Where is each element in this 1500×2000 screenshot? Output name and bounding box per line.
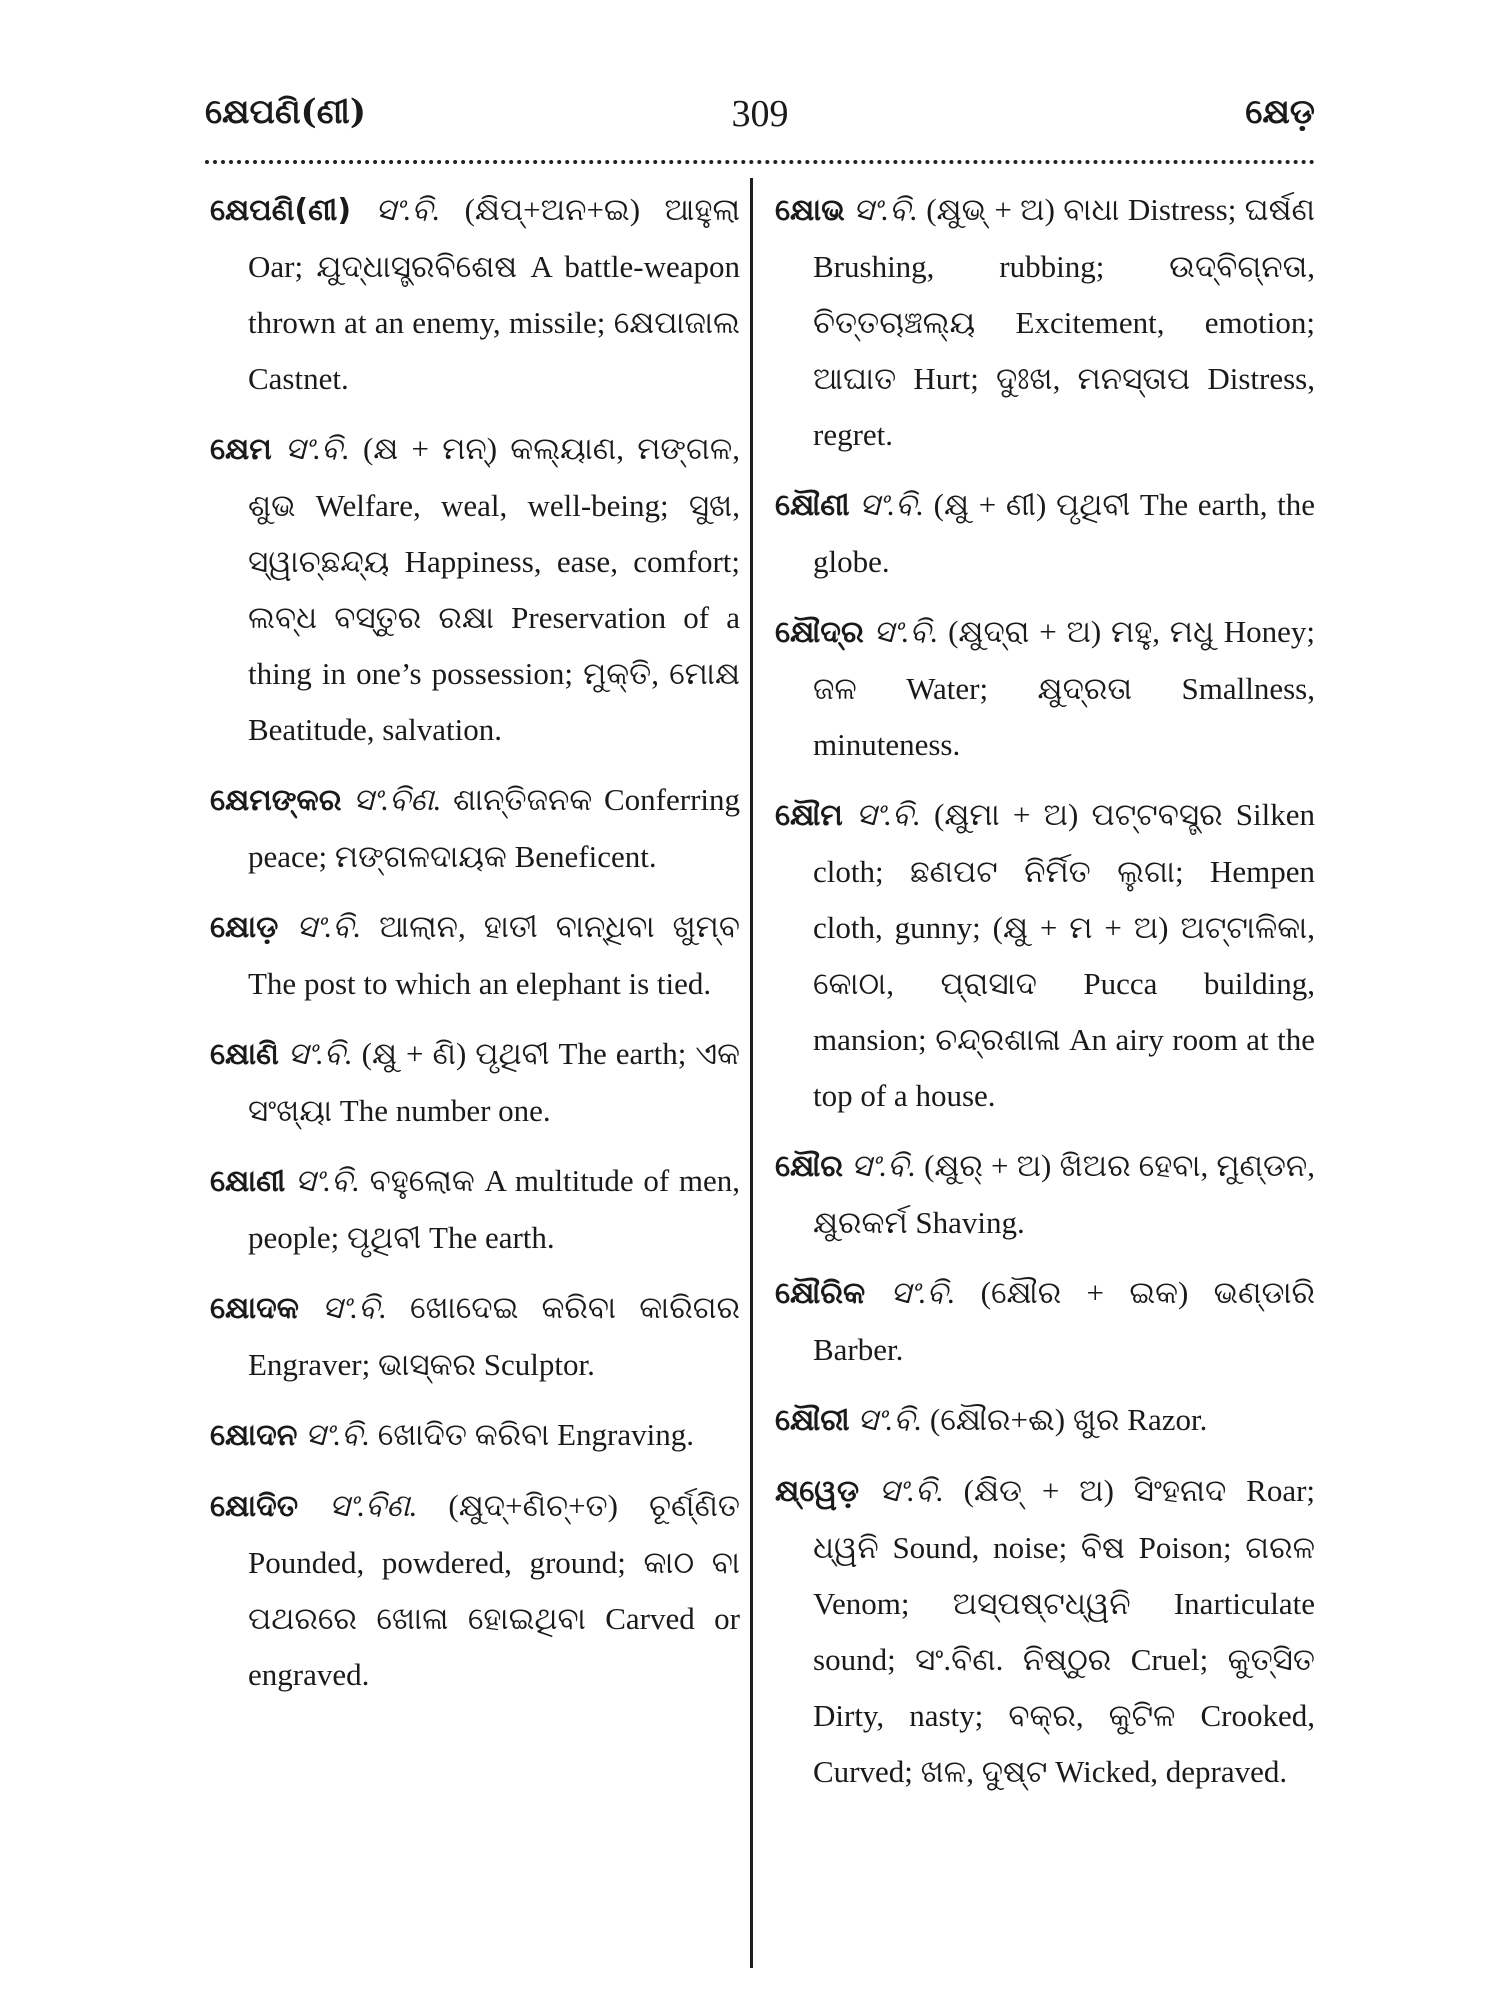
entry-headword: କ୍ଷୌରୀ <box>775 1403 850 1438</box>
dictionary-entry <box>210 772 740 885</box>
entry-definition: (କ୍ଷୁମା + ଅ) ପଟ୍ଟବସ୍ତ୍ର Silken cloth; ଛଣପଟ ନିର୍ମିତ ଲୁଗା; Hempen cloth, gunny; (କ୍ଷୁ + ମ + ଅ) ଅଟ୍ଟାଳିକା, କୋଠା, ପ୍ରାସାଦ Pucca building, mansion; ଚନ୍ଦ୍ରଶାଳା An airy room at the top of a house. <box>813 797 1316 1113</box>
dictionary-entry <box>210 1478 740 1703</box>
dictionary-entry <box>210 1407 740 1464</box>
dictionary-entry <box>775 1392 1315 1449</box>
entry-definition: ବହୁଲୋକ A multitude of men, people; ପୃଥିବୀ The earth. <box>248 1163 740 1255</box>
header-dotted-rule <box>205 160 1315 164</box>
dictionary-entry <box>210 1026 740 1139</box>
entry-definition: (କ୍ଷୁଦ୍ରା + ଅ) ମହୁ, ମଧୁ Honey; ଜଳ Water; କ୍ଷୁଦ୍ରତା Smallness, minuteness. <box>813 614 1316 762</box>
entry-definition: (କ୍ଷ + ମନ୍) କଲ୍ୟାଣ, ମଙ୍ଗଳ, ଶୁଭ Welfare, weal, well-being; ସୁଖ, ସ୍ୱାଚ୍ଛନ୍ଦ୍ୟ Happiness, ease, comfort; ଲବ୍ଧ ବସ୍ତୁର ରକ୍ଷା Preservation of a thing in one’s possession; ମୁକ୍ତି, ମୋକ୍ଷ Beatitude, salvation. <box>248 431 740 747</box>
page-number: 309 <box>731 93 789 135</box>
dictionary-entry <box>775 604 1315 773</box>
left-column <box>210 182 740 1717</box>
entry-definition: (କ୍ଷୁ + ଣି) ପୃଥିବୀ The earth; ଏକ ସଂଖ୍ୟା The number one. <box>248 1036 741 1128</box>
entry-definition: ଖୋଦେଇ କରିବା କାରିଗର Engraver; ଭାସ୍କର Sculptor. <box>248 1290 741 1382</box>
entry-grammar: ସଂ.ବି. <box>296 909 362 944</box>
entry-grammar: ସଂ.ବି. <box>879 1473 944 1508</box>
entry-definition: ଶାନ୍ତିଜନକ Conferring peace; ମଙ୍ଗଳଦାୟକ Beneficent. <box>248 782 740 874</box>
entry-definition: (କ୍ଷିଡ୍ + ଅ) ସିଂହନାଦ Roar; ଧ୍ୱନି Sound, noise; ବିଷ Poison; ଗରଳ Venom; ଅସ୍ପଷ୍ଟଧ୍ୱନି Inarticulate sound; ସଂ.ବିଣ. ନିଷ୍ଠୁର Cruel; କୁତ୍ସିତ Dirty, nasty; ବକ୍ର, କୁଟିଳ Crooked, Curved; ଖଳ, ଦୁଷ୍ଟ Wicked, depraved. <box>813 1473 1316 1789</box>
entry-grammar: ସଂ.ବି. <box>375 192 441 227</box>
entry-grammar: ସଂ.ବି. <box>287 1036 353 1071</box>
header-first-word: କ୍ଷେପଣି(ଣୀ) <box>205 92 366 132</box>
dictionary-entry <box>210 1280 740 1393</box>
entry-grammar: ସଂ.ବି. <box>322 1290 387 1325</box>
dictionary-entry <box>775 787 1315 1124</box>
dictionary-entry <box>775 1138 1315 1251</box>
entry-headword: କ୍ଷୋଦିତ <box>210 1489 299 1524</box>
entry-headword: କ୍ଷୋଭ <box>775 193 845 228</box>
dictionary-entry <box>775 182 1315 463</box>
entry-grammar: ସଂ.ବି. <box>853 192 918 227</box>
entry-headword: କ୍ଷୌରିକ <box>775 1276 866 1311</box>
entry-grammar: ସଂ.ବି. <box>857 1402 923 1437</box>
right-column <box>775 182 1315 1814</box>
entry-definition: ଖୋଦିତ କରିବା Engraving. <box>377 1417 694 1452</box>
entry-headword: କ୍ଷେମ <box>210 432 272 467</box>
entry-headword: କ୍ଷୋଡ଼ <box>210 910 279 945</box>
entry-headword: କ୍ଷୌର <box>775 1149 844 1184</box>
entry-grammar: ସଂ.ବି. <box>859 487 925 522</box>
entry-grammar: ସଂ.ବି. <box>295 1163 360 1198</box>
entry-definition: (କ୍ଷୁଦ୍+ଣିଚ୍+ତ) ଚୂର୍ଣ୍ଣିତ Pounded, powdered, ground; କାଠ ବା ପଥରରେ ଖୋଳା ହୋଇଥିବା Carved or engraved. <box>248 1488 740 1692</box>
entry-grammar: ସଂ.ବି. <box>873 614 939 649</box>
dictionary-entry <box>210 899 740 1012</box>
entry-headword: କ୍ଷୋଦନ <box>210 1418 298 1453</box>
entry-definition: (କ୍ଷୁ + ଣୀ) ପୃଥିବୀ The earth, the globe. <box>813 487 1316 579</box>
entry-headword: କ୍ଷେପଣି(ଣୀ) <box>210 193 352 228</box>
dictionary-entry <box>210 1153 740 1266</box>
entry-grammar: ସଂ.ବି. <box>890 1275 956 1310</box>
dictionary-entry <box>775 1265 1315 1378</box>
entry-definition: (କ୍ଷିପ୍+ଅନ+ଇ) ଆହୁଲା Oar; ଯୁଦ୍ଧାସ୍ତ୍ରବିଶେଷ A battle-weapon thrown at an enemy, missile; କ୍ଷେପାଜାଲ Castnet. <box>248 192 741 396</box>
header-last-word: କ୍ଷେଡ଼ <box>1245 92 1315 132</box>
entry-headword: କ୍ଷୌଣୀ <box>775 488 850 523</box>
entry-definition: (କ୍ଷୌର+ଈ) ଖୁର Razor. <box>929 1402 1208 1437</box>
dictionary-entry <box>210 182 740 407</box>
entry-headword: କ୍ଷୌମ <box>775 798 843 833</box>
entry-grammar: ସଂ.ବି. <box>305 1417 370 1452</box>
entry-headword: କ୍ଷୋଣୀ <box>210 1164 286 1199</box>
entry-headword: କ୍ଷୋଣି <box>210 1037 279 1072</box>
dictionary-entry <box>775 1463 1315 1800</box>
entry-definition: (କ୍ଷୁର୍ + ଅ) ଖିଅର ହେବା, ମୁଣ୍ଡନ, କ୍ଷୁରକର୍ମ Shaving. <box>813 1148 1316 1240</box>
entry-grammar: ସଂ.ବି. <box>284 431 350 466</box>
entry-definition: (କ୍ଷୁଭ୍ + ଅ) ବାଧା Distress; ଘର୍ଷଣ Brushing, rubbing; ଉଦ୍‌ବିଗ୍ନତା, ଚିତ୍ତଚାଞ୍ଚଲ୍ୟ Excitement, emotion; ଆଘାତ Hurt; ଦୁଃଖ, ମନସ୍ତାପ Distress, regret. <box>813 192 1315 452</box>
page-header <box>205 92 1315 148</box>
entry-grammar: ସଂ.ବିଣ. <box>353 782 442 817</box>
dictionary-entry <box>775 477 1315 590</box>
entry-headword: କ୍ଷୋଦକ <box>210 1291 299 1326</box>
entry-headword: କ୍ଷ୍ୱେଡ଼ <box>775 1474 860 1509</box>
entry-grammar: ସଂ.ବି. <box>851 1148 916 1183</box>
entry-headword: କ୍ଷେମଙ୍କର <box>210 783 342 818</box>
column-divider <box>750 178 753 1968</box>
dictionary-entry <box>210 421 740 758</box>
entry-grammar: ସଂ.ବି. <box>855 797 921 832</box>
entry-definition: (କ୍ଷୌର + ଇକ) ଭଣ୍ଡାରି Barber. <box>813 1275 1316 1367</box>
entry-grammar: ସଂ.ବିଣ. <box>329 1488 418 1523</box>
entry-headword: କ୍ଷୌଦ୍ର <box>775 615 864 650</box>
entry-definition: ଆଲାନ, ହାତୀ ବାନ୍ଧିବା ଖୁମ୍ବ The post to which an elephant is tied. <box>248 909 741 1001</box>
